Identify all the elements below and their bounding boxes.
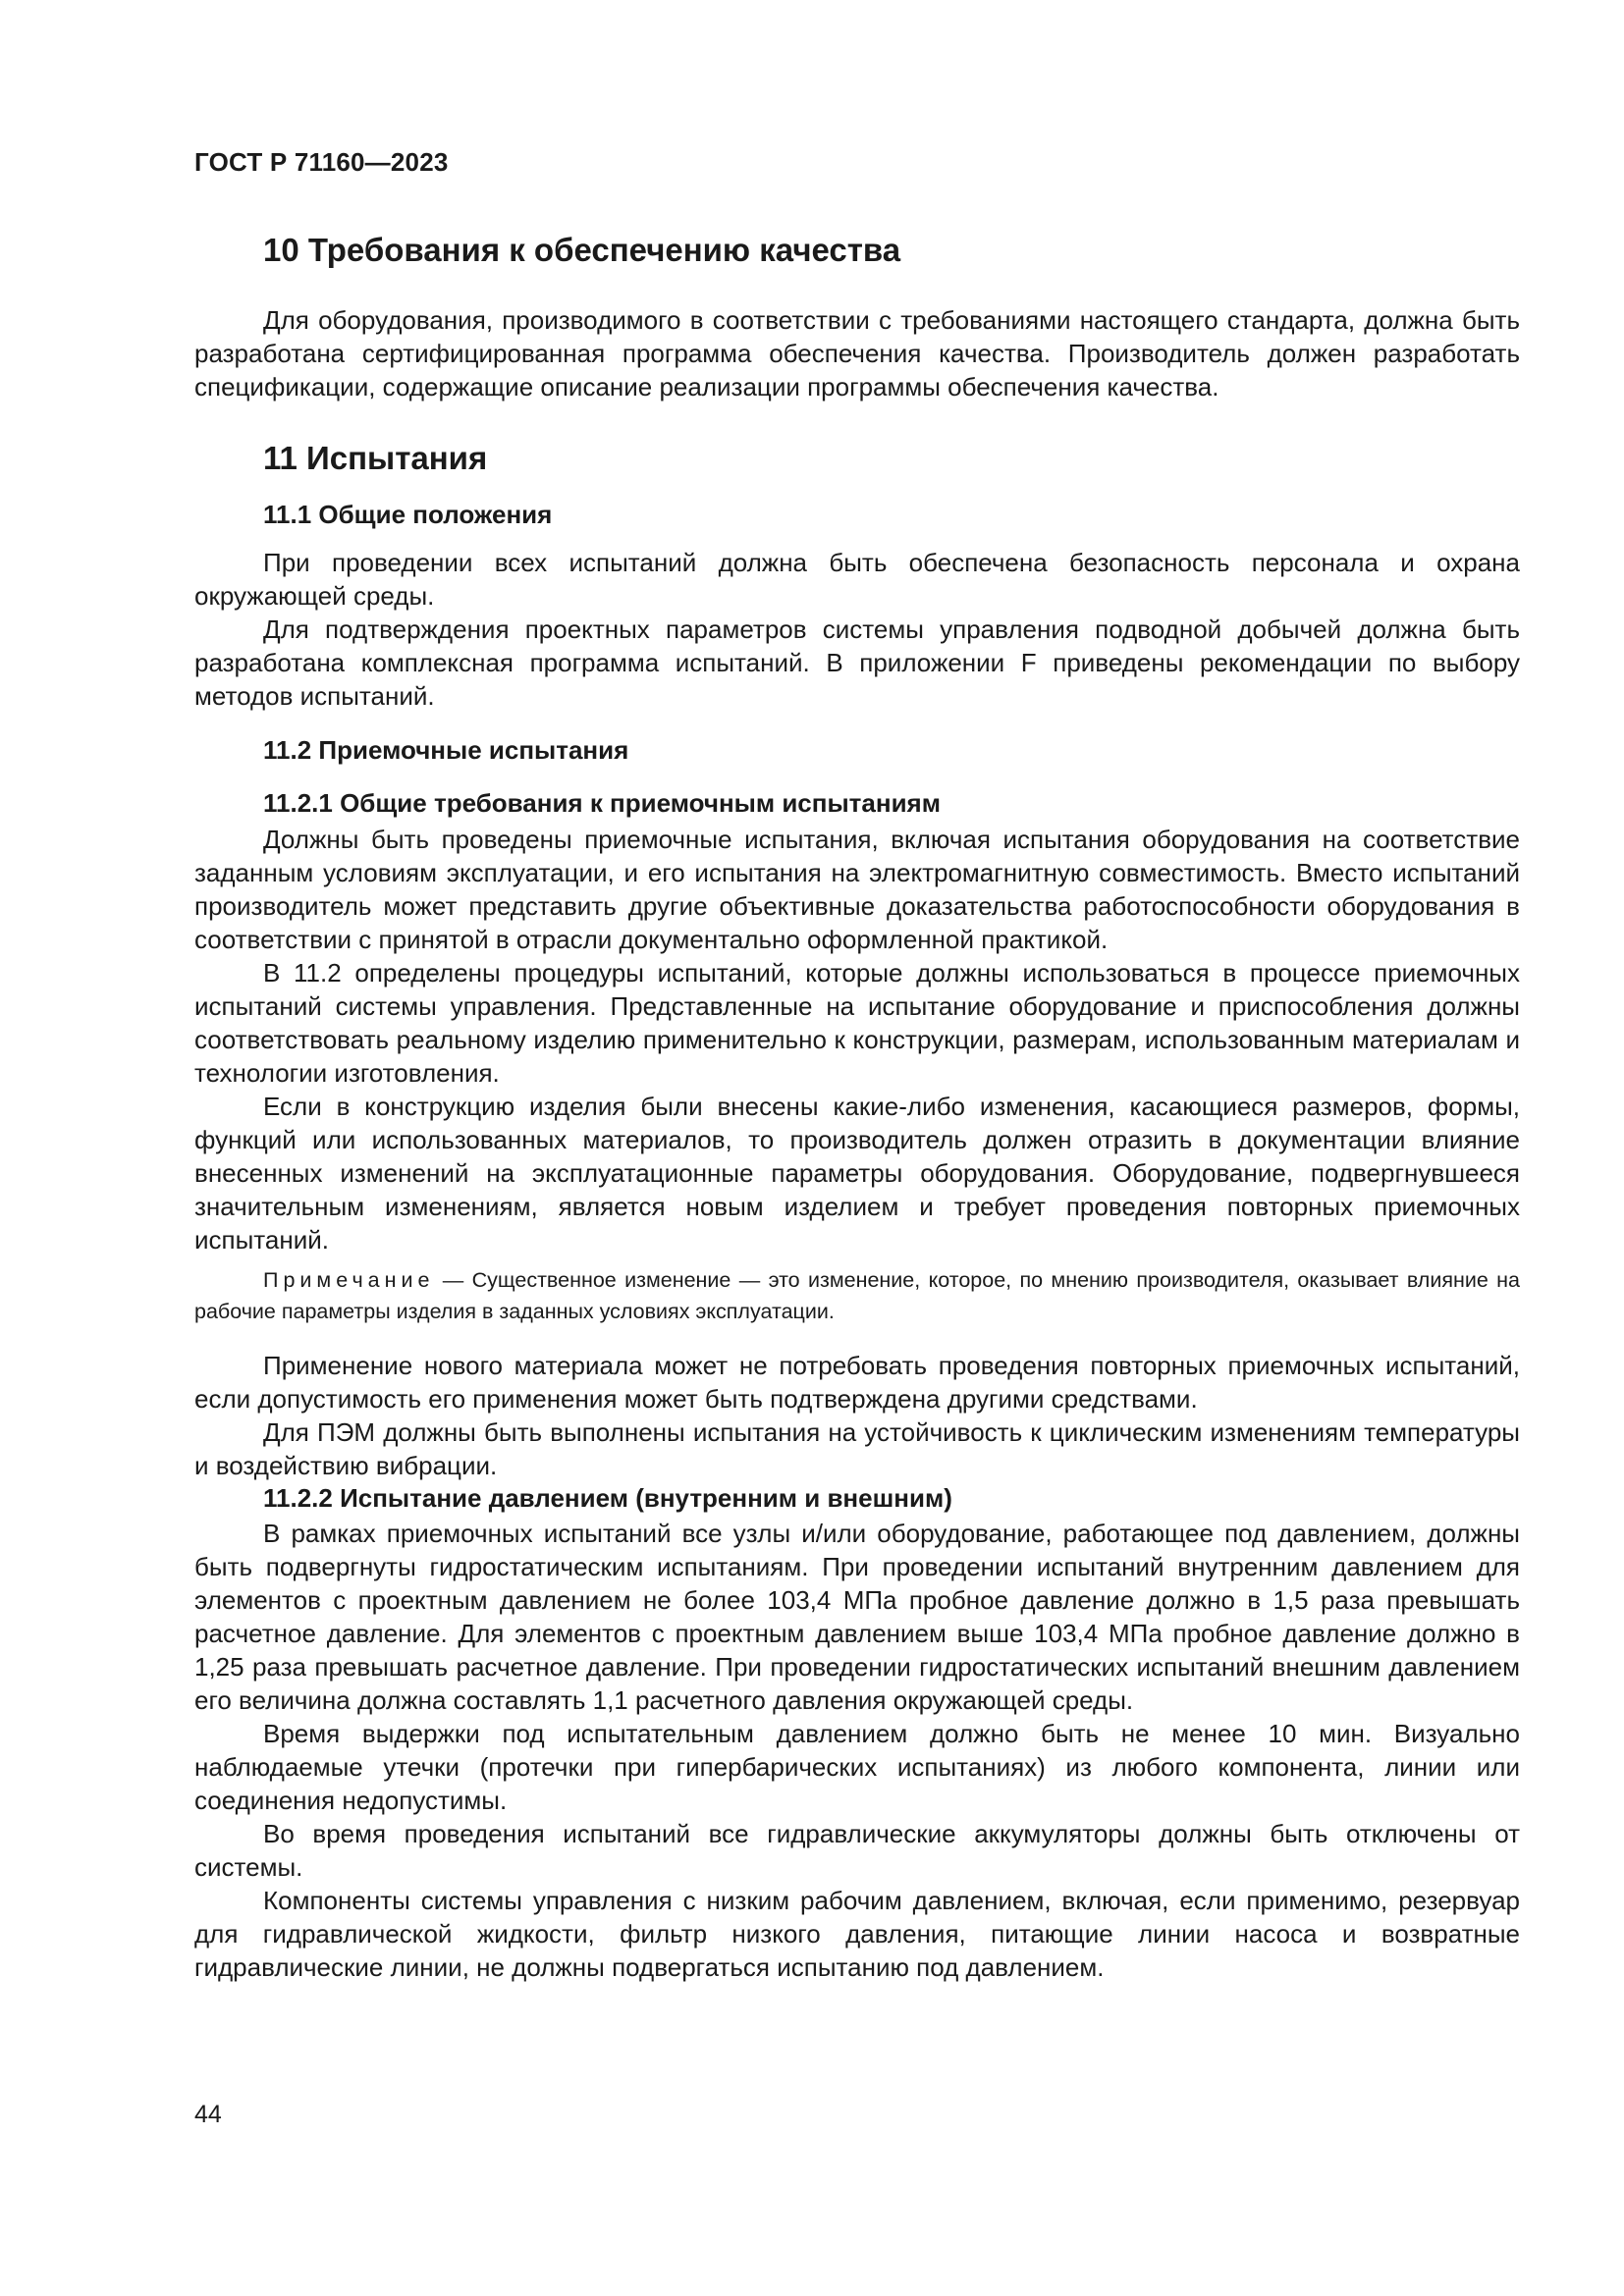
section-10-paragraph: Для оборудования, производимого в соответствии с требованиями настоящего стандарта, должна быть разработана сертифицированная программа обеспечения качества. Производитель должен разработать спецификации, содержащие описание реализации программы обеспечения качества. bbox=[194, 304, 1520, 401]
section-11-2-1-paragraph-5: Для ПЭМ должны быть выполнены испытания на устойчивость к циклическим изменениям температуры и воздействию вибрации. bbox=[194, 1416, 1520, 1480]
section-11-title: 11 Испытания bbox=[263, 439, 488, 476]
section-11-1-paragraph-1: При проведении всех испытаний должна быть обеспечена безопасность персонала и охрана окружающей среды. bbox=[194, 547, 1520, 611]
section-11-2-2-paragraph-1: В рамках приемочных испытаний все узлы и/или оборудование, работающее под давлением, должны быть подвергнуты гидростатическим испытаниям. При проведении испытаний внутренним давлением для элементов с проектным давлением не более 103,4 МПа пробное давление должно в 1,5 раза превышать расчетное давление. Для элементов с проектным давлением выше 103,4 МПа пробное давление должно в 1,25 раза превышать расчетное давление. При проведении гидростатических испытаний внешним давлением его величина должна составлять 1,1 расчетного давления окружающей среды. bbox=[194, 1519, 1520, 1716]
section-11-2-1-paragraph-3: Если в конструкцию изделия были внесены какие-либо изменения, касающиеся размеров, формы, функций или использованных материалов, то производитель должен отразить в документации влияние внесенных изменений на эксплуатационные параметры оборудования. Оборудование, подвергнувшееся значительным изменениям, является новым изделием и требует проведения повторных приемочных испытаний. bbox=[194, 1091, 1520, 1255]
document-code-header: ГОСТ Р 71160—2023 bbox=[194, 147, 449, 177]
section-11-2-2-paragraph-4: Компоненты системы управления с низким рабочим давлением, включая, если применимо, резервуар для гидравлической жидкости, фильтр низкого давления, питающие линии насоса и возвратные гидравлические линии, не должны подвергаться испытанию под давлением. bbox=[194, 1886, 1520, 1983]
section-11-2-1-title: 11.2.1 Общие требования к приемочным испытаниям bbox=[263, 787, 941, 818]
section-11-2-2-paragraph-3: Во время проведения испытаний все гидравлические аккумуляторы должны быть отключены от системы. bbox=[194, 1819, 1520, 1883]
note-block bbox=[194, 1264, 1520, 1327]
section-11-2-1-paragraph-2: В 11.2 определены процедуры испытаний, которые должны использоваться в процессе приемочных испытаний системы управления. Представленные на испытание оборудование и приспособления должны соответствовать реальному изделию применительно к конструкции, размерам, использованным материалам и технологии изготовления. bbox=[194, 957, 1520, 1088]
note-label: Примечание bbox=[263, 1267, 435, 1292]
document-page bbox=[194, 147, 1520, 1984]
section-11-2-1-paragraph-1: Должны быть проведены приемочные испытания, включая испытания оборудования на соответствие заданным условиям эксплуатации, и его испытания на электромагнитную совместимость. Вместо испытаний производитель может представить другие объективные доказательства работоспособности оборудования в соответствии с принятой в отрасли документально оформленной практикой. bbox=[194, 824, 1520, 954]
section-11-1-paragraph-2: Для подтверждения проектных параметров системы управления подводной добычей должна быть разработана комплексная программа испытаний. В приложении F приведены рекомендации по выбору методов испытаний. bbox=[194, 614, 1520, 711]
section-11-2-title: 11.2 Приемочные испытания bbox=[263, 734, 629, 765]
note-text: — Существенное изменение — это изменение, которое, по мнению производителя, оказывает влияние на рабочие параметры изделия в заданных условиях эксплуатации. bbox=[194, 1267, 1520, 1323]
section-11-2-2-paragraph-2: Время выдержки под испытательным давлением должно быть не менее 10 мин. Визуально наблюдаемые утечки (протечки при гипербарических испытаниях) из любого компонента, линии или соединения недопустимы. bbox=[194, 1719, 1520, 1816]
section-11-2-1-paragraph-4: Применение нового материала может не потребовать проведения повторных приемочных испытаний, если допустимость его применения может быть подтверждена другими средствами. bbox=[194, 1350, 1520, 1414]
section-11-2-2-title: 11.2.2 Испытание давлением (внутренним и внешним) bbox=[263, 1482, 952, 1513]
page-number: 44 bbox=[194, 2101, 222, 2128]
section-10-title: 10 Требования к обеспечению качества bbox=[263, 232, 901, 268]
section-11-1-title: 11.1 Общие положения bbox=[263, 500, 553, 530]
